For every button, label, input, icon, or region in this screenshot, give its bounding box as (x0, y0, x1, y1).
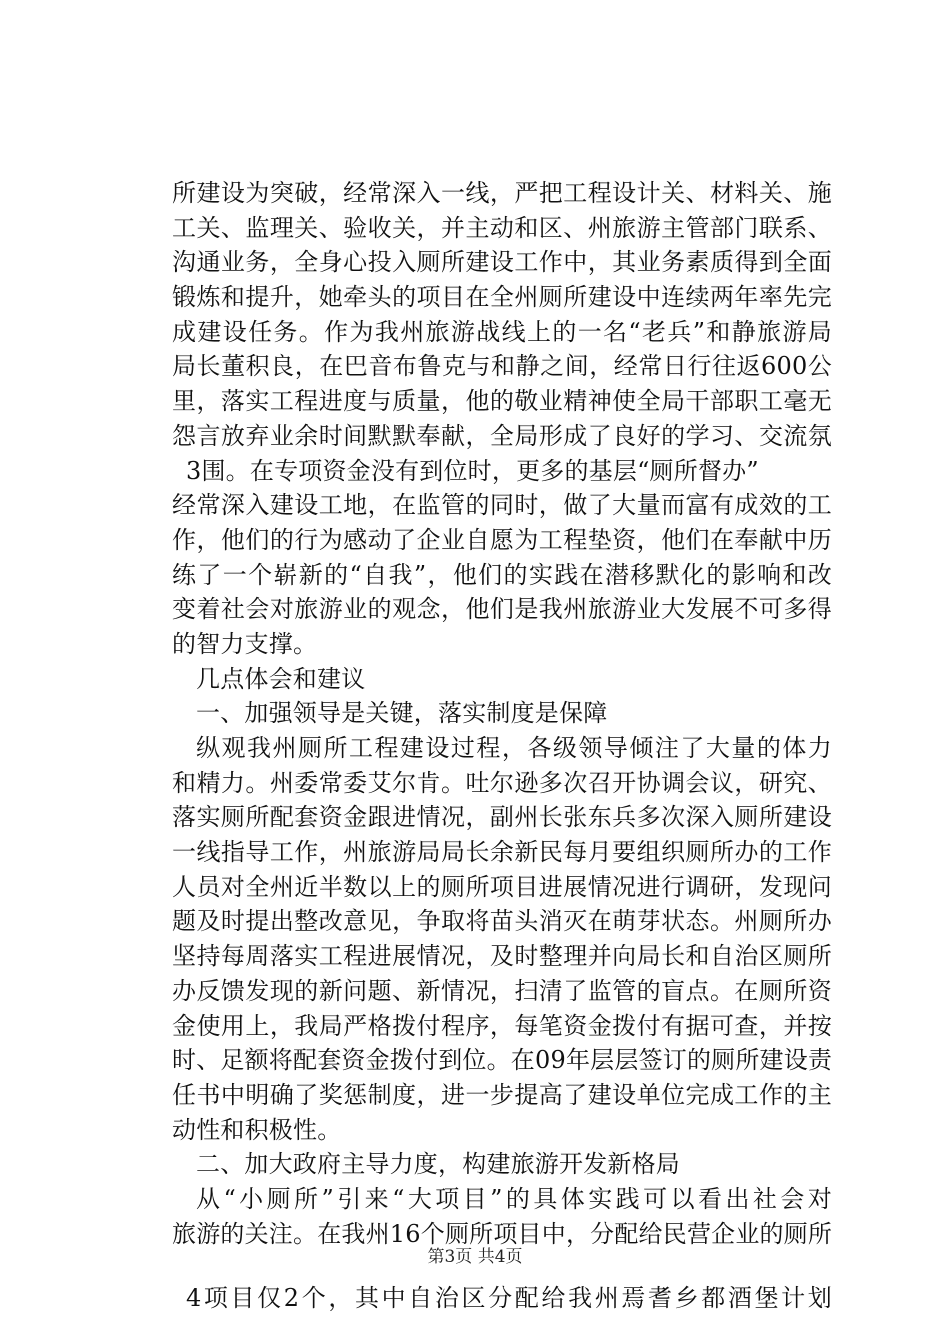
body-text (172, 176, 832, 1316)
text-line: 4项目仅2个，其中自治区分配给我州焉耆乡都酒堡计划 (186, 1284, 832, 1313)
text-line: 办反馈发现的新问题、新情况，扫清了监管的盲点。在厕所资 (172, 976, 832, 1005)
page-footer (0, 1246, 950, 1268)
text-line: 和精力。州委常委艾尔肯。吐尔逊多次召开协调会议，研究、 (172, 768, 832, 797)
text-line: 动性和积极性。 (172, 1115, 342, 1144)
section-heading: 几点体会和建议 (196, 664, 366, 693)
text-line: 落实厕所配套资金跟进情况，副州长张东兵多次深入厕所建设 (172, 803, 832, 832)
text-line: 成建设任务。作为我州旅游战线上的一名“老兵”和静旅游局 (172, 317, 832, 346)
text-line: 练了一个崭新的“自我”，他们的实践在潜移默化的影响和改 (172, 560, 832, 589)
text-line: 坚持每周落实工程进展情况，及时整理并向局长和自治区厕所 (172, 942, 832, 971)
text-line: 一线指导工作，州旅游局局长余新民每月要组织厕所办的工作 (172, 838, 832, 867)
text-line: 3围。在专项资金没有到位时，更多的基层“厕所督办” (186, 456, 759, 485)
text-line: 怨言放弃业余时间默默奉献，全局形成了良好的学习、交流氛 (172, 421, 832, 450)
page-number-label: 第3页 共4页 (427, 1247, 523, 1267)
text-line: 从“小厕所”引来“大项目”的具体实践可以看出社会对 (196, 1184, 832, 1213)
text-line: 题及时提出整改意见，争取将苗头消灭在萌芽状态。州厕所办 (172, 907, 832, 936)
text-line: 里，落实工程进度与质量，他的敬业精神使全局干部职工毫无 (172, 387, 832, 416)
section-heading: 二、加大政府主导力度，构建旅游开发新格局 (196, 1150, 680, 1179)
text-line: 时、足额将配套资金拨付到位。在09年层层签订的厕所建设责 (172, 1046, 833, 1075)
text-line: 所建设为突破，经常深入一线，严把工程设计关、材料关、施 (172, 179, 832, 207)
text-line: 工关、监理关、验收关，并主动和区、州旅游主管部门联系、 (172, 213, 832, 242)
text-line: 旅游的关注。在我州16个厕所项目中，分配给民营企业的厕所 (172, 1219, 833, 1248)
text-line: 局长董积良，在巴音布鲁克与和静之间，经常日行往返600公 (172, 352, 832, 381)
section-heading: 一、加强领导是关键，落实制度是保障 (196, 699, 608, 728)
text-line: 作，他们的行为感动了企业自愿为工程垫资，他们在奉献中历 (172, 525, 832, 554)
text-line: 金使用上，我局严格拨付程序，每笔资金拨付有据可查，并按 (172, 1011, 832, 1040)
text-line: 经常深入建设工地，在监管的同时，做了大量而富有成效的工 (172, 491, 832, 520)
text-line: 变着社会对旅游业的观念，他们是我州旅游业大发展不可多得 (172, 595, 832, 624)
text-line: 沟通业务，全身心投入厕所建设工作中，其业务素质得到全面 (172, 248, 832, 277)
text-line: 纵观我州厕所工程建设过程，各级领导倾注了大量的体力 (196, 734, 832, 762)
text-line: 的智力支撑。 (172, 629, 318, 658)
text-line: 任书中明确了奖惩制度，进一步提高了建设单位完成工作的主 (172, 1080, 832, 1109)
text-line: 人员对全州近半数以上的厕所项目进展情况进行调研，发现问 (172, 872, 832, 901)
text-line: 锻炼和提升，她牵头的项目在全州厕所建设中连续两年率先完 (172, 283, 832, 312)
